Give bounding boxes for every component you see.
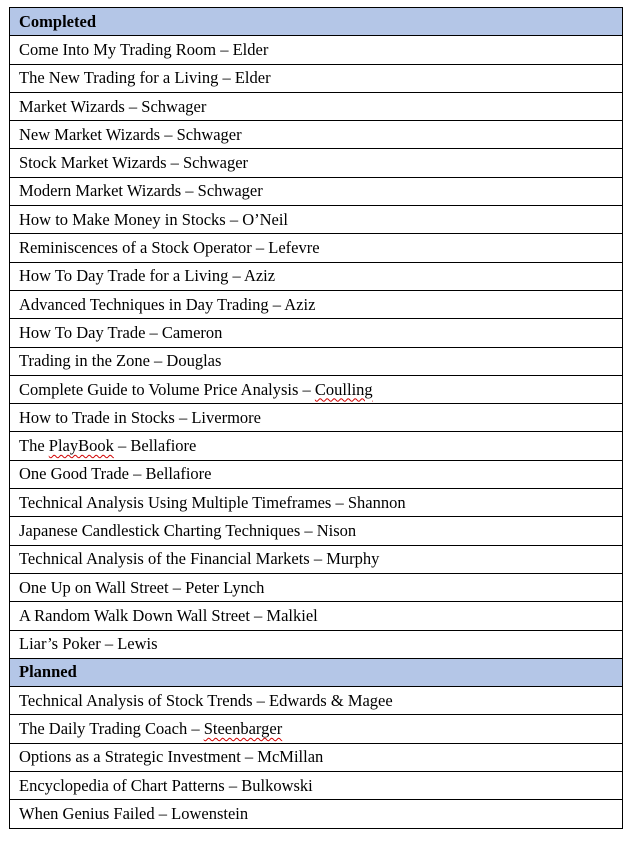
- section-header-planned: [10, 658, 623, 686]
- book-entry: [10, 630, 623, 658]
- book-entry: [10, 404, 623, 432]
- book-entry: [10, 573, 623, 601]
- book-entry: [10, 290, 623, 318]
- book-entry-text: How to Trade in Stocks – Livermore: [19, 407, 261, 427]
- book-entry-text: Technical Analysis of Stock Trends – Edwards & Magee: [19, 690, 393, 710]
- table-row: [10, 206, 623, 234]
- book-entry-text: The New Trading for a Living – Elder: [19, 68, 271, 88]
- book-entry: [10, 262, 623, 290]
- table-row: [10, 545, 623, 573]
- section-header-completed: [10, 8, 623, 36]
- table-row: [10, 573, 623, 601]
- book-entry-text: Advanced Techniques in Day Trading – Aziz: [19, 294, 316, 314]
- section-title: Completed: [10, 8, 623, 36]
- table-row: [10, 404, 623, 432]
- book-entry-text: One Good Trade – Bellafiore: [19, 464, 212, 484]
- spellcheck-flagged-word: Steenbarger: [203, 719, 283, 739]
- spellcheck-flagged-word: PlayBook: [48, 436, 114, 456]
- table-row: [10, 92, 623, 120]
- book-entry-text: How to Make Money in Stocks – O’Neil: [19, 209, 289, 229]
- book-entry-text: Market Wizards – Schwager: [19, 96, 207, 116]
- book-entry: [10, 460, 623, 488]
- book-entry: [10, 743, 623, 771]
- book-entry-text: Japanese Candlestick Charting Techniques – Nison: [19, 520, 357, 540]
- book-entry: [10, 206, 623, 234]
- book-entry-text: Trading in the Zone – Douglas: [19, 351, 222, 371]
- table-row: [10, 715, 623, 743]
- table-row: [10, 290, 623, 318]
- table-row: [10, 319, 623, 347]
- book-entry-text: One Up on Wall Street – Peter Lynch: [19, 577, 265, 597]
- table-row: [10, 489, 623, 517]
- reading-list-body: [10, 8, 623, 829]
- book-entry-text: Encyclopedia of Chart Patterns – Bulkowski: [19, 775, 313, 795]
- book-entry-text: The Daily Trading Coach –: [19, 719, 204, 739]
- table-row: [10, 432, 623, 460]
- book-entry-text: Come Into My Trading Room – Elder: [19, 39, 269, 59]
- reading-list-table: [9, 7, 623, 829]
- table-row: [10, 347, 623, 375]
- book-entry: [10, 234, 623, 262]
- book-entry: [10, 800, 623, 828]
- book-entry: [10, 545, 623, 573]
- book-entry: [10, 517, 623, 545]
- book-entry-text: Stock Market Wizards – Schwager: [19, 153, 249, 173]
- table-row: [10, 149, 623, 177]
- book-entry: [10, 177, 623, 205]
- spellcheck-flagged-word: Coulling: [314, 379, 373, 399]
- book-entry: [10, 489, 623, 517]
- book-entry-text: Liar’s Poker – Lewis: [19, 634, 158, 654]
- table-row: [10, 234, 623, 262]
- book-entry-text: The: [19, 436, 49, 456]
- book-entry: [10, 319, 623, 347]
- book-entry-text: Options as a Strategic Investment – McMillan: [19, 747, 324, 767]
- book-entry-text: – Bellafiore: [113, 436, 197, 456]
- table-row: [10, 36, 623, 64]
- book-entry-text: When Genius Failed – Lowenstein: [19, 803, 249, 823]
- book-entry: [10, 64, 623, 92]
- book-entry-text: Modern Market Wizards – Schwager: [19, 181, 263, 201]
- table-row: [10, 64, 623, 92]
- book-entry-text: How To Day Trade – Cameron: [19, 322, 223, 342]
- book-entry-text: A Random Walk Down Wall Street – Malkiel: [19, 605, 318, 625]
- book-entry: [10, 432, 623, 460]
- book-entry-text: Technical Analysis of the Financial Markets – Murphy: [19, 549, 380, 569]
- book-entry: [10, 772, 623, 800]
- book-entry-text: Reminiscences of a Stock Operator – Lefevre: [19, 238, 320, 258]
- table-row: [10, 517, 623, 545]
- table-row: [10, 460, 623, 488]
- section-title: Planned: [10, 658, 623, 686]
- book-entry-text: Technical Analysis Using Multiple Timeframes – Shannon: [19, 492, 406, 512]
- table-row: [10, 630, 623, 658]
- table-row: [10, 743, 623, 771]
- book-entry: [10, 92, 623, 120]
- book-entry: [10, 602, 623, 630]
- book-entry-text: New Market Wizards – Schwager: [19, 124, 242, 144]
- book-entry-text: How To Day Trade for a Living – Aziz: [19, 266, 276, 286]
- book-entry: [10, 149, 623, 177]
- book-entry: [10, 121, 623, 149]
- book-entry-text: Complete Guide to Volume Price Analysis –: [19, 379, 315, 399]
- table-row: [10, 602, 623, 630]
- table-row: [10, 375, 623, 403]
- book-entry: [10, 347, 623, 375]
- book-entry: [10, 687, 623, 715]
- table-row: [10, 262, 623, 290]
- table-row: [10, 121, 623, 149]
- table-row: [10, 800, 623, 828]
- table-row: [10, 772, 623, 800]
- book-entry: [10, 375, 623, 403]
- table-row: [10, 177, 623, 205]
- table-row: [10, 687, 623, 715]
- book-entry: [10, 36, 623, 64]
- book-entry: [10, 715, 623, 743]
